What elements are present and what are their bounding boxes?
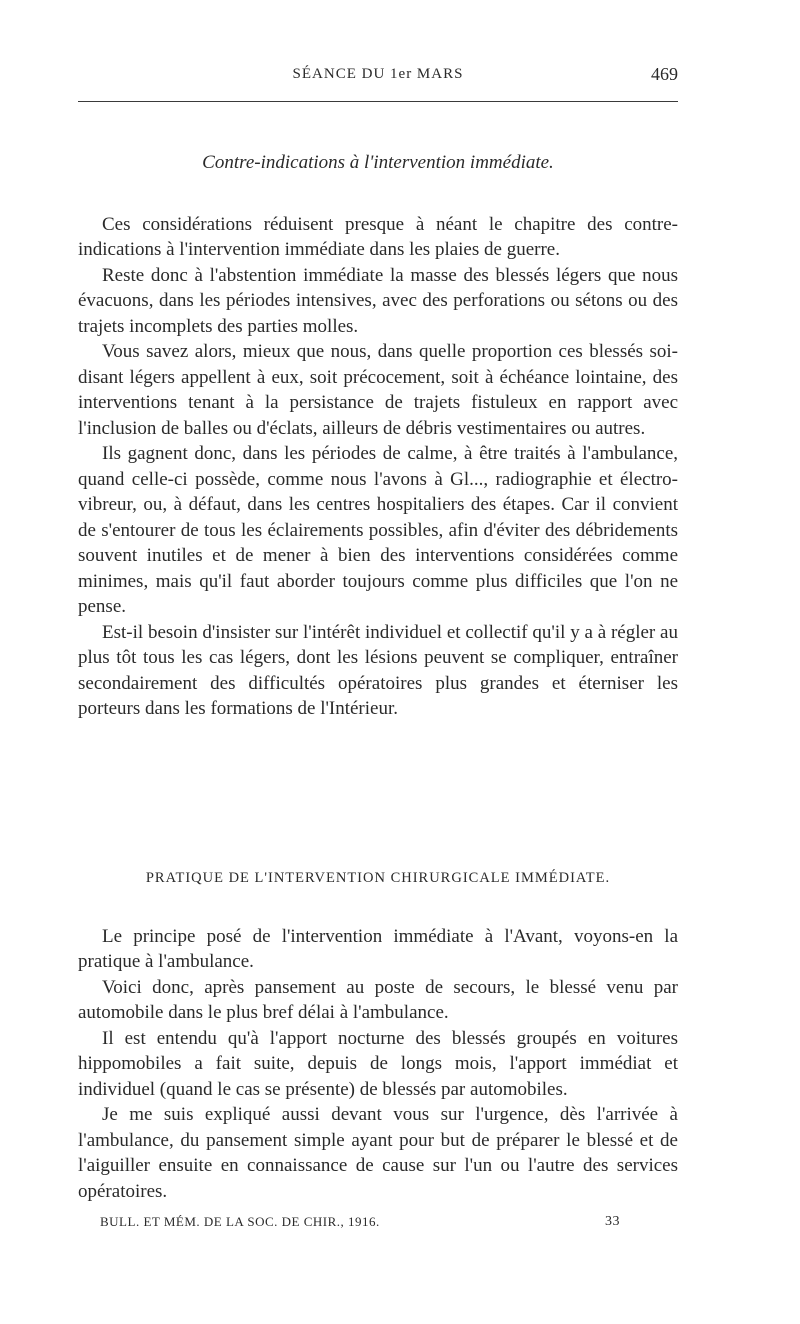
page-number: 469 — [651, 64, 678, 84]
paragraph: Est-il besoin d'insister sur l'intérêt individuel et collectif qu'il y a à régler au plus tôt tous les cas légers, dont les lésions peuvent se compliquer, entraîner secondairement des difficultés opératoires plus grandes et éterniser les porteurs dans les formations de l'Intérieur. — [78, 621, 678, 719]
paragraph: Je me suis expliqué aussi devant vous sur l'urgence, dès l'arrivée à l'ambulance, du pansement simple ayant pour but de préparer le blessé et de l'aiguiller ensuite en connaissance de cause sur l'un ou l'autre des services opératoires. — [78, 1104, 678, 1202]
footer-citation: BULL. ET MÉM. DE LA SOC. DE CHIR., 1916. — [100, 1214, 380, 1229]
section-spacer — [78, 892, 678, 924]
section-pratique — [78, 866, 678, 1204]
section-title-contre-indications: Contre-indications à l'intervention immédiate. — [202, 152, 554, 173]
paragraph: Il est entendu qu'à l'apport nocturne des blessés groupés en voitures hippomobiles a fait suite, depuis de longs mois, l'apport immédiat et individuel (quand le cas se présente) de blessés par automobiles. — [78, 1027, 678, 1100]
paragraph: Vous savez alors, mieux que nous, dans quelle proportion ces blessés soi-disant légers appellent à eux, soit précocement, soit à échéance lointaine, des interventions tenant à la persistance de trajets fistuleux en rapport avec l'inclusion de balles ou d'éclats, ailleurs de débris vestimentaires ou autres. — [78, 341, 678, 439]
footer-signature: 33 — [605, 1214, 620, 1229]
section-title-pratique: PRATIQUE DE L'INTERVENTION CHIRURGICALE IMMÉDIATE. — [145, 870, 611, 886]
running-head-title: SÉANCE DU 1er MARS — [292, 66, 464, 82]
section-spacer — [78, 176, 678, 212]
section-contre-indications — [78, 150, 678, 722]
paragraph: Le principe posé de l'intervention immédiate à l'Avant, voyons-en la pratique à l'ambulance. — [78, 925, 678, 972]
paragraph: Ces considérations réduisent presque à néant le chapitre des contre-indications à l'intervention immédiate dans les plaies de guerre. — [78, 213, 678, 260]
header-rule — [78, 101, 678, 102]
paragraph: Ils gagnent donc, dans les périodes de calme, à être traités à l'ambulance, quand celle-ci possède, comme nous l'avons à Gl..., radiographie et électro-vibreur, ou, à défaut, dans les centres hospitaliers des étapes. Car il convient de s'entourer de tous les éclairements possibles, afin d'éviter des débridements souvent inutiles et de mener à bien des interventions considérées comme minimes, mais qu'il faut aborder toujours comme plus difficiles que l'on ne pense. — [78, 443, 678, 617]
running-head — [78, 64, 678, 88]
paragraph: Reste donc à l'abstention immédiate la masse des blessés légers que nous évacuons, dans les périodes intensives, avec des perforations ou sétons ou des trajets incomplets des parties molles. — [78, 264, 678, 337]
paragraph: Voici donc, après pansement au poste de secours, le blessé venu par automobile dans le plus bref délai à l'ambulance. — [78, 976, 678, 1023]
